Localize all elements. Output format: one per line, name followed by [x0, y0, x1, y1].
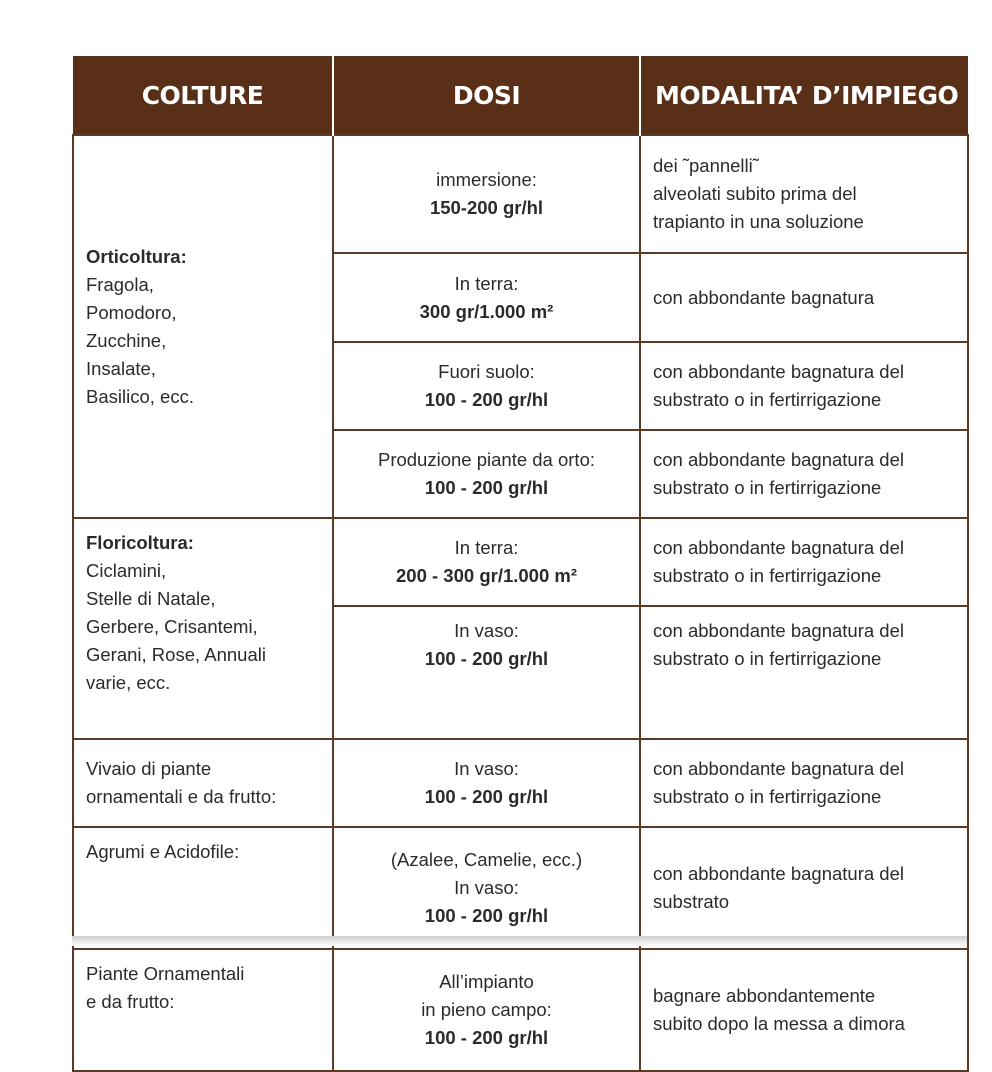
dose-value: 100 - 200 gr/hl: [424, 477, 549, 498]
crop-item: Gerbere, Crisantemi,: [86, 616, 258, 637]
mode-text: substrato o in fertirrigazione: [653, 389, 882, 410]
crop-item: Basilico, ecc.: [86, 385, 194, 407]
dose-cell: [333, 949, 640, 1071]
header-modalita-impiego: MODALITA’ D’IMPIEGO: [640, 56, 968, 135]
dose-cell: [333, 253, 640, 342]
crop-cell-orticoltura: [73, 135, 333, 518]
crop-item: Pomodoro,: [86, 301, 177, 323]
dose-label: In vaso:: [454, 758, 519, 779]
dose-label: (Azalee, Camelie, ecc.): [390, 849, 583, 870]
mode-cell: [640, 253, 968, 342]
table-shadow: [72, 936, 967, 946]
table-header-row: [73, 56, 968, 135]
table-row: [73, 135, 968, 253]
dose-value: 100 - 200 gr/hl: [424, 648, 549, 669]
dose-label: All’impianto: [439, 971, 534, 992]
table-row: [73, 739, 968, 827]
dose-cell: [333, 342, 640, 430]
mode-cell: [640, 135, 968, 253]
mode-cell: [640, 518, 968, 606]
dose-label: immersione:: [436, 169, 537, 190]
dose-label: Produzione piante da orto:: [377, 449, 595, 470]
crop-cell-piante-ornamentali: [73, 949, 333, 1071]
mode-text: con abbondante bagnatura del: [653, 361, 904, 382]
dose-cell: [333, 430, 640, 518]
dose-value: 100 - 200 gr/hl: [424, 905, 549, 926]
table-row: [73, 827, 968, 949]
crop-item: e da frutto:: [86, 991, 175, 1012]
dosage-table-container: [72, 56, 967, 1072]
mode-text: subito dopo la messa a dimora: [653, 1013, 905, 1034]
header-colture: COLTURE: [73, 56, 333, 135]
mode-text: substrato o in fertirrigazione: [653, 565, 882, 586]
crop-item: ornamentali e da frutto:: [86, 786, 277, 807]
crop-item: Gerani, Rose, Annuali: [86, 644, 266, 665]
dose-label: in pieno campo:: [421, 999, 552, 1020]
mode-cell: [640, 342, 968, 430]
crop-item: Zucchine,: [86, 329, 167, 351]
mode-text: con abbondante bagnatura: [653, 286, 875, 308]
crop-item: varie, ecc.: [86, 672, 171, 693]
dose-label: In vaso:: [454, 877, 519, 898]
dose-value: 100 - 200 gr/hl: [424, 1027, 549, 1048]
dose-cell: [333, 135, 640, 253]
mode-text: substrato o in fertirrigazione: [653, 786, 882, 807]
dosage-table: [72, 56, 969, 1072]
mode-text: con abbondante bagnatura del: [653, 758, 904, 779]
dose-value: 300 gr/1.000 m²: [419, 300, 554, 322]
dose-label: Fuori suolo:: [438, 361, 535, 382]
dose-value: 200 - 300 gr/1.000 m²: [396, 565, 577, 586]
mode-text: substrato o in fertirrigazione: [653, 648, 882, 669]
mode-text: dei ˜pannelli˜: [653, 155, 759, 176]
mode-cell: [640, 827, 968, 949]
dose-cell: [333, 739, 640, 827]
dose-cell: [333, 827, 640, 949]
dose-value: 100 - 200 gr/hl: [424, 389, 549, 410]
mode-text: trapianto in una soluzione: [653, 211, 864, 232]
crop-item: Piante Ornamentali: [86, 963, 245, 984]
mode-cell: [640, 949, 968, 1071]
mode-text: con abbondante bagnatura del: [653, 620, 904, 641]
dose-label: In terra:: [454, 272, 519, 294]
dose-value: 100 - 200 gr/hl: [424, 786, 549, 807]
mode-cell: [640, 430, 968, 518]
dose-value: 150-200 gr/hl: [429, 197, 544, 218]
dose-label: In terra:: [454, 537, 519, 558]
mode-text: con abbondante bagnatura del: [653, 537, 904, 558]
crop-group-title: Orticoltura:: [86, 245, 187, 267]
dose-cell: [333, 518, 640, 606]
crop-cell-agrumi: [73, 827, 333, 949]
mode-cell: [640, 606, 968, 739]
mode-text: con abbondante bagnatura del: [653, 449, 904, 470]
crop-item: Stelle di Natale,: [86, 588, 216, 609]
table-row: [73, 949, 968, 1071]
header-dosi: DOSI: [333, 56, 640, 135]
crop-item: Fragola,: [86, 273, 154, 295]
dose-cell: [333, 606, 640, 739]
crop-cell-floricoltura: [73, 518, 333, 739]
mode-text: substrato: [653, 891, 730, 912]
crop-group-title: Floricoltura:: [86, 532, 194, 553]
crop-item: Ciclamini,: [86, 560, 167, 581]
crop-cell-vivaio: [73, 739, 333, 827]
crop-item: Insalate,: [86, 357, 156, 379]
crop-item: Agrumi e Acidofile:: [86, 841, 240, 862]
mode-text: substrato o in fertirrigazione: [653, 477, 882, 498]
mode-text: con abbondante bagnatura del: [653, 863, 904, 884]
mode-cell: [640, 739, 968, 827]
dose-label: In vaso:: [454, 620, 519, 641]
crop-item: Vivaio di piante: [86, 758, 212, 779]
mode-text: alveolati subito prima del: [653, 183, 857, 204]
mode-text: bagnare abbondantemente: [653, 985, 876, 1006]
table-row: [73, 518, 968, 606]
